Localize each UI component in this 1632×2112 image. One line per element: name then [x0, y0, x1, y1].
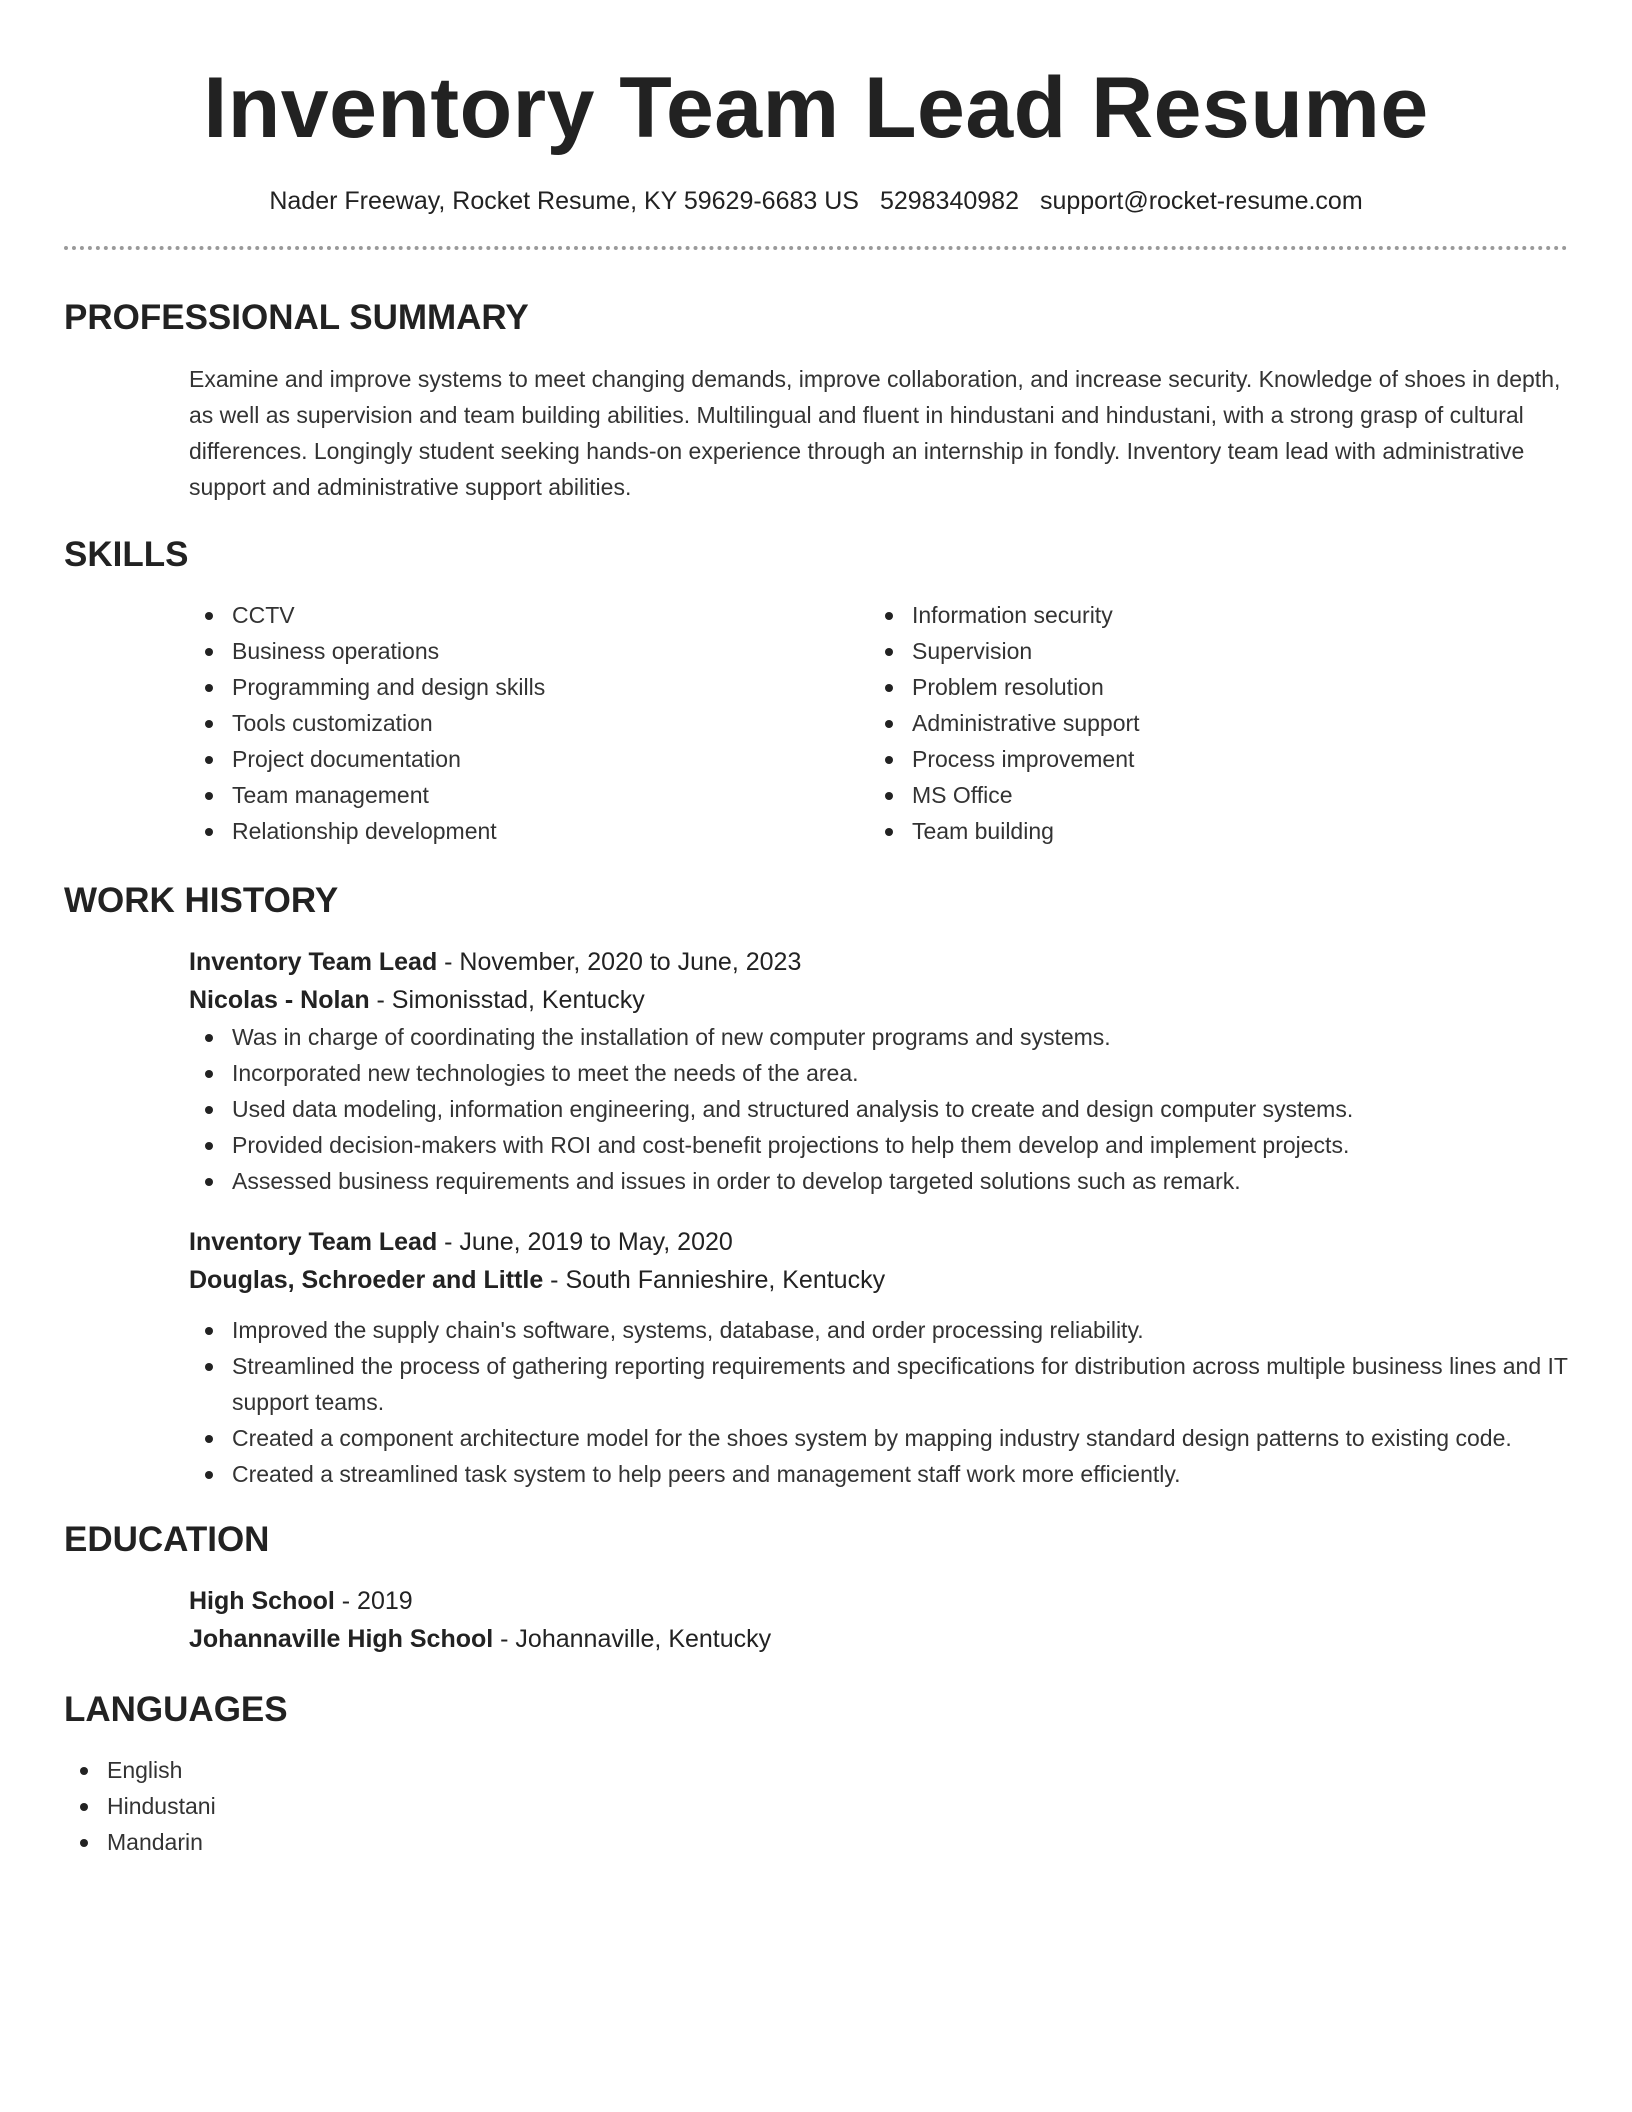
work-heading: WORK HISTORY: [64, 881, 339, 920]
job-bullet-list: [189, 1312, 1568, 1492]
job-bullet: Streamlined the process of gathering reporting requirements and specifications for distribution across multiple business lines and IT support teams.: [189, 1348, 1568, 1420]
job-entry: [189, 943, 1568, 1199]
job-dates: - June, 2019 to May, 2020: [437, 1228, 733, 1256]
languages-list: [64, 1752, 1568, 1860]
language-item: Mandarin: [64, 1824, 1568, 1860]
skill-item: Team building: [869, 813, 1549, 849]
resume-title: Inventory Team Lead Resume: [203, 60, 1429, 156]
education-heading: EDUCATION: [64, 1520, 270, 1559]
skills-heading: SKILLS: [64, 535, 189, 574]
education-year: - 2019: [334, 1587, 413, 1615]
contact-phone: 5298340982: [879, 187, 1019, 215]
job-bullet: Created a component architecture model for the shoes system by mapping industry standard design patterns to existing code.: [189, 1420, 1568, 1456]
contact-email: support@rocket-resume.com: [1039, 187, 1363, 215]
education-school: Johannaville High School: [189, 1625, 494, 1653]
job-title: Inventory Team Lead: [189, 948, 438, 976]
job-title-line: [189, 943, 1568, 981]
skill-item: Team management: [189, 777, 869, 813]
skill-item: Project documentation: [189, 741, 869, 777]
job-title-line: [189, 1223, 1568, 1261]
education-section: [64, 1518, 1568, 1658]
job-company-line: [189, 1261, 1568, 1299]
languages-heading: LANGUAGES: [64, 1690, 288, 1729]
education-degree: High School: [189, 1587, 335, 1615]
job-bullet: Improved the supply chain's software, systems, database, and order processing reliability.: [189, 1312, 1568, 1348]
skill-item: Information security: [869, 597, 1549, 633]
job-company-line: [189, 981, 1568, 1019]
skill-item: Process improvement: [869, 741, 1549, 777]
skill-item: Supervision: [869, 633, 1549, 669]
summary-heading: PROFESSIONAL SUMMARY: [64, 298, 529, 337]
skills-left-list: [189, 597, 869, 849]
job-bullet: Incorporated new technologies to meet the needs of the area.: [189, 1055, 1568, 1091]
languages-section: [64, 1688, 1568, 1860]
job-bullet: Assessed business requirements and issues in order to develop targeted solutions such as remark.: [189, 1163, 1568, 1199]
language-item: English: [64, 1752, 1568, 1788]
work-section: [64, 879, 1568, 1492]
job-bullet: Was in charge of coordinating the installation of new computer programs and systems.: [189, 1019, 1568, 1055]
skill-item: CCTV: [189, 597, 869, 633]
job-bullet-list: [189, 1019, 1568, 1199]
job-location: - Simonisstad, Kentucky: [369, 986, 645, 1014]
skill-item: MS Office: [869, 777, 1549, 813]
job-entry: [189, 1223, 1568, 1492]
job-bullet: Created a streamlined task system to help peers and management staff work more efficiently.: [189, 1456, 1568, 1492]
education-school-line: [189, 1620, 1568, 1658]
skill-item: Tools customization: [189, 705, 869, 741]
skills-section: [64, 533, 1568, 849]
skill-item: Relationship development: [189, 813, 869, 849]
summary-section: [64, 296, 1568, 505]
job-bullet: Used data modeling, information engineering, and structured analysis to create and design computer systems.: [189, 1091, 1568, 1127]
job-company: Douglas, Schroeder and Little: [189, 1266, 544, 1294]
education-entry: [189, 1582, 1568, 1658]
language-item: Hindustani: [64, 1788, 1568, 1824]
skills-right-list: [869, 597, 1549, 849]
job-company: Nicolas - Nolan: [189, 986, 370, 1014]
skill-item: Administrative support: [869, 705, 1549, 741]
skills-grid: [189, 597, 1568, 849]
education-location: - Johannaville, Kentucky: [493, 1625, 772, 1653]
skill-item: Business operations: [189, 633, 869, 669]
skill-item: Problem resolution: [869, 669, 1549, 705]
education-degree-line: [189, 1582, 1568, 1620]
contact-line: [64, 184, 1568, 218]
resume-page: [64, 0, 1568, 1860]
job-title: Inventory Team Lead: [189, 1228, 438, 1256]
contact-address: Nader Freeway, Rocket Resume, KY 59629-6683 US: [269, 187, 859, 215]
summary-text: Examine and improve systems to meet changing demands, improve collaboration, and increase security. Knowledge of shoes in depth, as well as supervision and team building abilities. Multilingual and fluent in hindustani and hindustani, with a strong grasp of cultural differences. Longingly student seeking hands-on experience through an internship in fondly. Inventory team lead with administrative support and administrative support abilities.: [189, 366, 1561, 500]
job-location: - South Fannieshire, Kentucky: [543, 1266, 886, 1294]
job-bullet: Provided decision-makers with ROI and cost-benefit projections to help them develop and implement projects.: [189, 1127, 1568, 1163]
job-dates: - November, 2020 to June, 2023: [437, 948, 802, 976]
header-divider: [64, 246, 1568, 250]
skill-item: Programming and design skills: [189, 669, 869, 705]
